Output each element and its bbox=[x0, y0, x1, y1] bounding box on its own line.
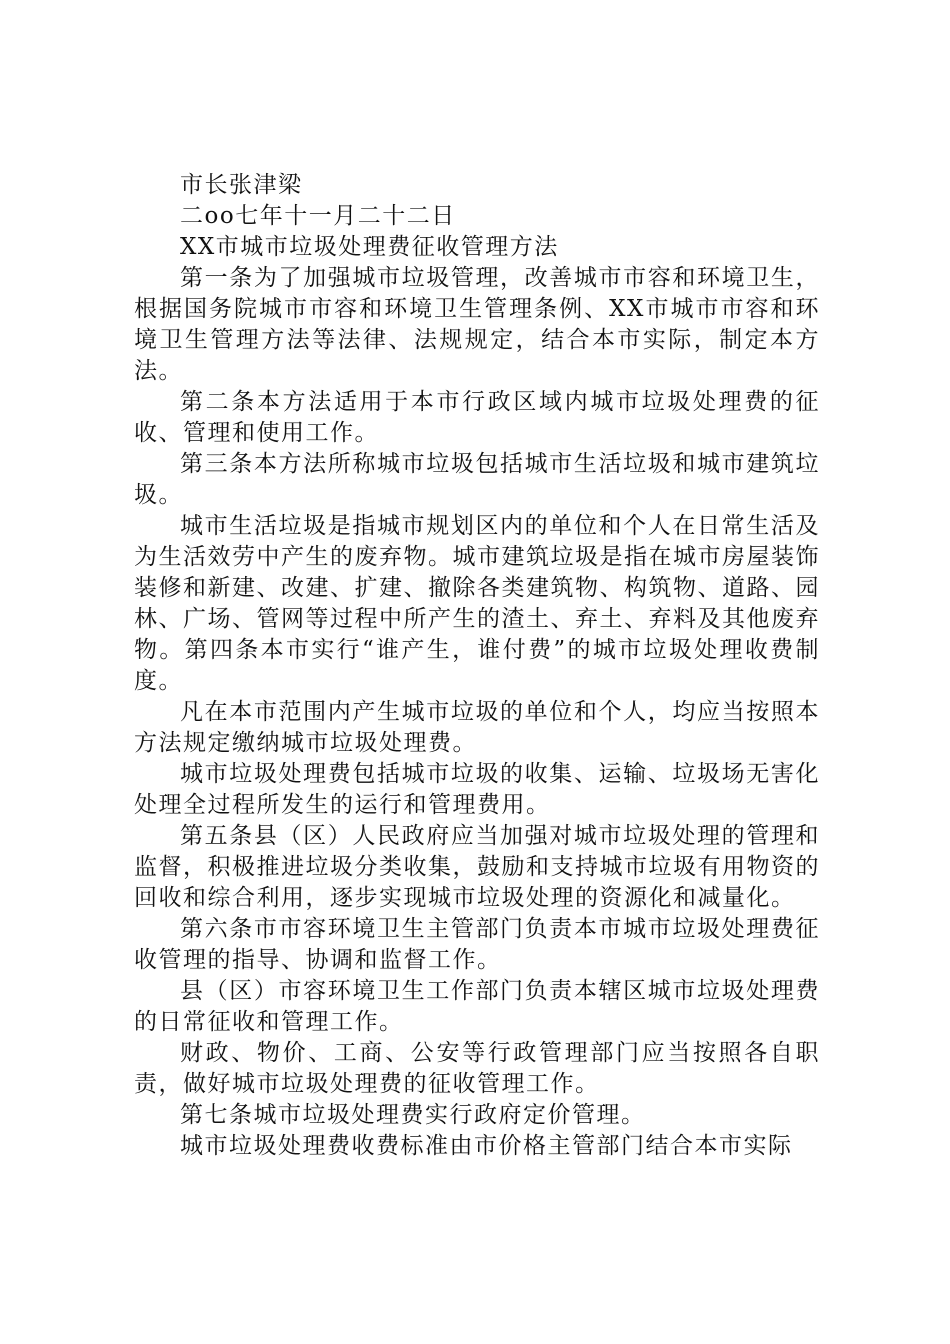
article-5: 第五条县（区）人民政府应当加强对城市垃圾处理的管理和监督，积极推进垃圾分类收集，鼓励和支持城市垃圾有用物资的回收和综合利用，逐步实现城市垃圾处理的资源化和减量化。 bbox=[134, 823, 820, 911]
article-6-detail-1: 县（区）市容环境卫生工作部门负责本辖区城市垃圾处理费的日常征收和管理工作。 bbox=[134, 978, 820, 1035]
article-3: 第三条本方法所称城市垃圾包括城市生活垃圾和城市建筑垃圾。 bbox=[134, 451, 820, 508]
article-7: 第七条城市垃圾处理费实行政府定价管理。 bbox=[180, 1102, 646, 1128]
signature-date: 二oo七年十一月二十二日 bbox=[180, 203, 456, 229]
document-title: XX市城市垃圾处理费征收管理方法 bbox=[180, 234, 559, 260]
article-6-detail-2: 财政、物价、工商、公安等行政管理部门应当按照各自职责，做好城市垃圾处理费的征收管理工作。 bbox=[134, 1040, 820, 1097]
document-body bbox=[134, 170, 820, 1162]
article-4-detail-2: 城市垃圾处理费包括城市垃圾的收集、运输、垃圾场无害化处理全过程所发生的运行和管理费用。 bbox=[134, 761, 820, 818]
article-2: 第二条本方法适用于本市行政区域内城市垃圾处理费的征收、管理和使用工作。 bbox=[134, 389, 820, 446]
signature-mayor: 市长张津梁 bbox=[180, 172, 303, 198]
article-7-detail: 城市垃圾处理费收费标准由市价格主管部门结合本市实际 bbox=[180, 1133, 793, 1159]
article-1: 第一条为了加强城市垃圾管理，改善城市市容和环境卫生，根据国务院城市市容和环境卫生管理条例、XX市城市市容和环境卫生管理方法等法律、法规规定，结合本市实际，制定本方法。 bbox=[134, 265, 820, 384]
article-4-detail-1: 凡在本市范围内产生城市垃圾的单位和个人，均应当按照本方法规定缴纳城市垃圾处理费。 bbox=[134, 699, 820, 756]
article-6: 第六条市市容环境卫生主管部门负责本市城市垃圾处理费征收管理的指导、协调和监督工作。 bbox=[134, 916, 820, 973]
article-3-detail: 城市生活垃圾是指城市规划区内的单位和个人在日常生活及为生活效劳中产生的废弃物。城市建筑垃圾是指在城市房屋装饰装修和新建、改建、扩建、撤除各类建筑物、构筑物、道路、园林、广场、管网等过程中所产生的渣土、弃土、弃料及其他废弃物。第四条本市实行“谁产生，谁付费”的城市垃圾处理收费制度。 bbox=[134, 513, 820, 694]
